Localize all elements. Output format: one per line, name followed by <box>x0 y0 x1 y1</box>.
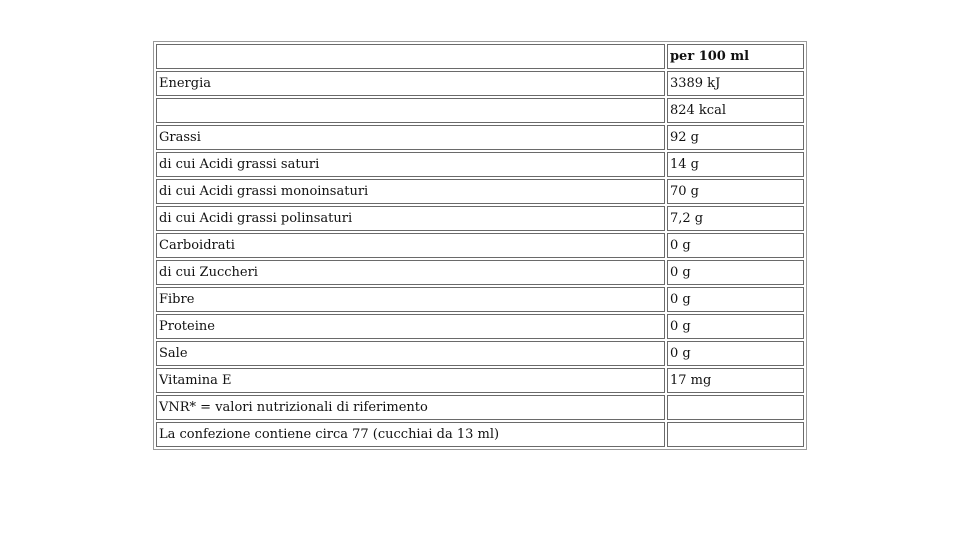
nutrient-label: Fibre <box>156 287 665 312</box>
table-row <box>156 125 804 150</box>
servings-label: La confezione contiene circa 77 (cucchiai da 13 ml) <box>156 422 665 447</box>
table-header-row <box>156 44 804 69</box>
table-row <box>156 179 804 204</box>
nutrient-value: 14 g <box>667 152 804 177</box>
table-row <box>156 71 804 96</box>
nutrient-label: Proteine <box>156 314 665 339</box>
nutrient-value: 7,2 g <box>667 206 804 231</box>
table-row <box>156 422 804 447</box>
table-row <box>156 260 804 285</box>
nutrient-label: di cui Acidi grassi monoinsaturi <box>156 179 665 204</box>
nutrient-value: 92 g <box>667 125 804 150</box>
nutrient-value: 17 mg <box>667 368 804 393</box>
table-row <box>156 152 804 177</box>
table-row <box>156 98 804 123</box>
nutrient-label: Vitamina E <box>156 368 665 393</box>
table-row <box>156 206 804 231</box>
table-row <box>156 368 804 393</box>
nutrient-label: di cui Acidi grassi polinsaturi <box>156 206 665 231</box>
footnote-label: VNR* = valori nutrizionali di riferimento <box>156 395 665 420</box>
nutrition-table <box>153 41 807 450</box>
nutrient-label: di cui Acidi grassi saturi <box>156 152 665 177</box>
header-label-cell <box>156 44 665 69</box>
table-row <box>156 341 804 366</box>
nutrient-label: di cui Zuccheri <box>156 260 665 285</box>
nutrient-label: Grassi <box>156 125 665 150</box>
nutrient-value: 0 g <box>667 341 804 366</box>
nutrient-value: 70 g <box>667 179 804 204</box>
nutrient-value: 3389 kJ <box>667 71 804 96</box>
footnote-value <box>667 395 804 420</box>
table-row <box>156 233 804 258</box>
table-row <box>156 314 804 339</box>
nutrient-label: Carboidrati <box>156 233 665 258</box>
nutrient-value: 0 g <box>667 233 804 258</box>
table-row <box>156 395 804 420</box>
nutrient-value: 0 g <box>667 260 804 285</box>
header-value-cell: per 100 ml <box>667 44 804 69</box>
nutrient-value: 824 kcal <box>667 98 804 123</box>
nutrient-label: Energia <box>156 71 665 96</box>
nutrient-label <box>156 98 665 123</box>
nutrition-table-body <box>156 44 804 447</box>
nutrient-value: 0 g <box>667 314 804 339</box>
nutrient-label: Sale <box>156 341 665 366</box>
servings-value <box>667 422 804 447</box>
nutrient-value: 0 g <box>667 287 804 312</box>
table-row <box>156 287 804 312</box>
